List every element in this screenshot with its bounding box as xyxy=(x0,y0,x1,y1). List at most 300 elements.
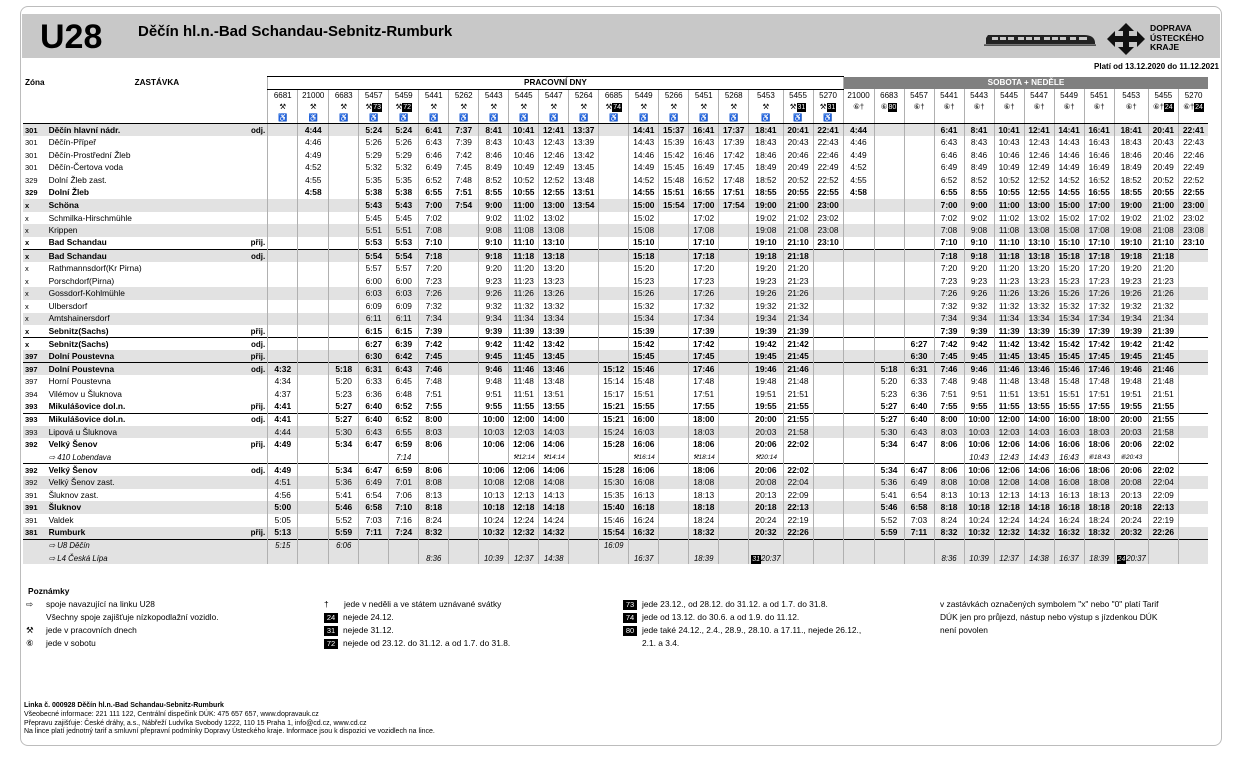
departure-time: 22:02 xyxy=(1148,464,1178,477)
departure-time: 12:13 xyxy=(994,489,1024,502)
wheelchair-icon xyxy=(1114,112,1148,124)
departure-time: 12:52 xyxy=(539,174,569,187)
arr-dep-marker xyxy=(249,451,268,464)
departure-time xyxy=(964,539,994,552)
departure-time: 11:55 xyxy=(509,401,539,414)
stop-row xyxy=(23,501,1208,514)
departure-time: 7:37 xyxy=(449,124,479,137)
departure-time xyxy=(479,539,509,552)
departure-time: 10:43 xyxy=(994,136,1024,149)
departure-time: 8:43 xyxy=(479,136,509,149)
departure-time: 13:51 xyxy=(539,388,569,401)
departure-time: 13:26 xyxy=(539,287,569,300)
departure-time: 7:46 xyxy=(934,363,964,376)
departure-time: 22:46 xyxy=(1178,149,1208,162)
arr-dep-marker: přij. xyxy=(249,350,268,363)
departure-time xyxy=(904,237,934,250)
departure-time: 13:48 xyxy=(539,375,569,388)
departure-time: 7:39 xyxy=(449,136,479,149)
departure-time: 8:46 xyxy=(964,149,994,162)
departure-time: 20:00 xyxy=(1114,413,1148,426)
departure-time: 21:55 xyxy=(783,413,813,426)
departure-time xyxy=(329,212,359,225)
departure-time xyxy=(843,262,874,275)
departure-time: 5:27 xyxy=(329,401,359,414)
departure-time: 7:03 xyxy=(359,514,389,527)
departure-time: 6:11 xyxy=(359,313,389,326)
departure-time xyxy=(1178,476,1208,489)
departure-time: 19:48 xyxy=(749,375,783,388)
departure-time: 15:10 xyxy=(629,237,659,250)
departure-time: 7:20 xyxy=(934,262,964,275)
departure-time: 9:32 xyxy=(479,300,509,313)
departure-time: 6:00 xyxy=(359,275,389,288)
departure-time: 6:47 xyxy=(359,464,389,477)
departure-time: 14:06 xyxy=(1024,438,1054,451)
day-restriction: ⑥† xyxy=(904,101,934,112)
departure-time xyxy=(599,237,629,250)
departure-time: 19:20 xyxy=(1114,262,1148,275)
departure-time: 20:55 xyxy=(1148,187,1178,200)
departure-time xyxy=(719,375,749,388)
departure-time: 12:41 xyxy=(539,124,569,137)
stop-name: Dolní Poustevna xyxy=(47,363,249,376)
day-restriction: ⑥† xyxy=(964,101,994,112)
departure-time xyxy=(329,451,359,464)
zone-code: 393 xyxy=(23,413,47,426)
departure-time: 5:32 xyxy=(389,161,419,174)
departure-time xyxy=(629,539,659,552)
arr-dep-marker: přij. xyxy=(250,238,266,248)
departure-time: 19:00 xyxy=(1114,199,1148,212)
departure-time: 10:39 xyxy=(479,552,509,565)
departure-time xyxy=(298,401,329,414)
departure-time xyxy=(449,313,479,326)
departure-time: 15:35 xyxy=(599,489,629,502)
departure-time: 12:08 xyxy=(994,476,1024,489)
departure-time: 4:49 xyxy=(298,149,329,162)
day-restriction: ⑥† xyxy=(934,101,964,112)
arr-dep-marker: přij. xyxy=(249,527,268,540)
departure-time: 6:31 xyxy=(904,363,934,376)
arr-dep-marker xyxy=(249,212,268,225)
departure-time: 12:24 xyxy=(994,514,1024,527)
departure-time: 7:18 xyxy=(419,250,449,263)
train-number: 5459 xyxy=(389,89,419,101)
departure-time xyxy=(298,413,329,426)
note-item: 74 jede od 13.12. do 30.6. a od 1.9. do 11.12. xyxy=(623,612,799,623)
arr-dep-marker xyxy=(249,514,268,527)
header-bar xyxy=(22,14,1220,58)
departure-time: 6:52 xyxy=(389,413,419,426)
departure-time xyxy=(719,552,749,565)
departure-time: 6:54 xyxy=(904,489,934,502)
departure-time: 12:06 xyxy=(509,464,539,477)
departure-time xyxy=(783,552,813,565)
train-number: 5457 xyxy=(359,89,389,101)
wheelchair-icon xyxy=(1178,112,1208,124)
departure-time: 9:26 xyxy=(479,287,509,300)
stop-name: Bad Schandau xyxy=(47,250,249,263)
departure-time: 6:33 xyxy=(904,375,934,388)
departure-time xyxy=(569,388,599,401)
stop-name: Mikulášovice dol.n. xyxy=(48,401,126,412)
departure-time: 16:03 xyxy=(1054,426,1084,439)
departure-time: 10:03 xyxy=(964,426,994,439)
departure-time: 6:40 xyxy=(904,413,934,426)
departure-time xyxy=(599,338,629,351)
train-number: 5266 xyxy=(659,89,689,101)
wheelchair-icon xyxy=(874,112,904,124)
train-number: 5443 xyxy=(964,89,994,101)
departure-time: 5:57 xyxy=(359,262,389,275)
departure-time xyxy=(1178,325,1208,338)
departure-time xyxy=(298,199,329,212)
departure-time: 13:18 xyxy=(1024,250,1054,263)
departure-time: 21:46 xyxy=(1148,363,1178,376)
departure-time: ⚒12:14 xyxy=(509,451,539,464)
departure-time: 9:42 xyxy=(964,338,994,351)
departure-time: 22:02 xyxy=(783,438,813,451)
departure-time: 21:32 xyxy=(1148,300,1178,313)
departure-time: 18:03 xyxy=(689,426,719,439)
note-badge: 74 xyxy=(623,613,637,623)
departure-time xyxy=(569,539,599,552)
departure-time: 5:51 xyxy=(389,224,419,237)
departure-time xyxy=(268,161,298,174)
departure-time xyxy=(843,212,874,225)
departure-time: 5:24 xyxy=(359,124,389,137)
departure-time xyxy=(329,174,359,187)
departure-time: 21:42 xyxy=(1148,338,1178,351)
departure-time xyxy=(599,350,629,363)
departure-time xyxy=(904,313,934,326)
departure-time xyxy=(268,451,298,464)
departure-time: 19:42 xyxy=(749,338,783,351)
departure-time: 13:51 xyxy=(569,187,599,200)
departure-time: 4:55 xyxy=(843,174,874,187)
validity-period: Platí od 13.12.2020 do 11.12.2021 xyxy=(1094,62,1219,71)
departure-time: 21:18 xyxy=(783,250,813,263)
departure-time: 9:18 xyxy=(479,250,509,263)
departure-time: 11:23 xyxy=(994,275,1024,288)
departure-time xyxy=(874,275,904,288)
departure-time xyxy=(813,489,843,502)
departure-time xyxy=(569,401,599,414)
departure-time: 18:18 xyxy=(1084,501,1114,514)
departure-time xyxy=(449,275,479,288)
departure-time xyxy=(268,250,298,263)
departure-time: 6:59 xyxy=(389,438,419,451)
arr-dep-marker xyxy=(249,501,268,514)
departure-time: 21:34 xyxy=(783,313,813,326)
departure-time: 4:56 xyxy=(268,489,298,502)
day-restriction: ⚒ xyxy=(719,101,749,112)
departure-time: 11:08 xyxy=(994,224,1024,237)
day-restriction: ⚒ xyxy=(689,101,719,112)
departure-time xyxy=(268,199,298,212)
departure-time: 15:42 xyxy=(659,149,689,162)
departure-time: 13:02 xyxy=(539,212,569,225)
departure-time: 6:43 xyxy=(389,363,419,376)
zone-code: 397 xyxy=(23,363,47,376)
departure-time: 18:39 xyxy=(689,552,719,565)
departure-time: 12:46 xyxy=(1024,149,1054,162)
departure-time: 5:59 xyxy=(329,527,359,540)
departure-time: 7:03 xyxy=(904,514,934,527)
departure-time xyxy=(569,363,599,376)
departure-time: 21:32 xyxy=(783,300,813,313)
departure-time: 5:26 xyxy=(359,136,389,149)
departure-time: 16:46 xyxy=(689,149,719,162)
stop-row xyxy=(23,313,1208,326)
logo-text: DOPRAVA ÚSTECKÉHO KRAJE xyxy=(1150,23,1204,52)
departure-time: 6:33 xyxy=(359,375,389,388)
departure-time: 5:38 xyxy=(389,187,419,200)
departure-time: 7:00 xyxy=(934,199,964,212)
departure-time xyxy=(268,262,298,275)
departure-time: 6:09 xyxy=(359,300,389,313)
departure-time: 12:32 xyxy=(509,527,539,540)
departure-time: 15:30 xyxy=(599,476,629,489)
zone-code: x xyxy=(25,213,29,223)
departure-time xyxy=(719,401,749,414)
departure-time: 22:09 xyxy=(1148,489,1178,502)
departure-time: 9:45 xyxy=(964,350,994,363)
departure-time: 9:46 xyxy=(964,363,994,376)
wheelchair-icon xyxy=(1054,112,1084,124)
departure-time: 7:16 xyxy=(389,514,419,527)
departure-time xyxy=(719,250,749,263)
departure-time xyxy=(749,539,783,552)
departure-time xyxy=(569,262,599,275)
zone-code: 392 xyxy=(23,476,47,489)
departure-time: 21:23 xyxy=(1148,275,1178,288)
departure-time xyxy=(1178,313,1208,326)
departure-time: 14:32 xyxy=(539,527,569,540)
departure-time: 7:08 xyxy=(419,224,449,237)
stop-row xyxy=(23,338,1208,351)
stop-name: Velký Šenov xyxy=(47,464,249,477)
departure-time xyxy=(449,489,479,502)
departure-time xyxy=(359,552,389,565)
departure-time: 8:55 xyxy=(479,187,509,200)
arr-dep-marker xyxy=(249,224,268,237)
train-number: 6683 xyxy=(329,89,359,101)
departure-time: 13:54 xyxy=(569,199,599,212)
departure-time: 9:00 xyxy=(479,199,509,212)
departure-time xyxy=(719,350,749,363)
departure-time: 21:48 xyxy=(1148,375,1178,388)
departure-time: 17:45 xyxy=(689,350,719,363)
stop-name: Velký Šenov xyxy=(48,439,98,450)
departure-time xyxy=(719,212,749,225)
departure-time: 4:49 xyxy=(843,149,874,162)
departure-time xyxy=(268,338,298,351)
departure-time xyxy=(659,224,689,237)
departure-time: 5:41 xyxy=(874,489,904,502)
stop-name: Vilémov u Šluknova xyxy=(48,388,122,399)
departure-time: 20:46 xyxy=(783,149,813,162)
note-badge: 24 xyxy=(324,613,338,623)
departure-time: 5:32 xyxy=(359,161,389,174)
departure-time: 9:46 xyxy=(479,363,509,376)
departure-time xyxy=(843,338,874,351)
note-item: Všechny spoje zajišťuje nízkopodlažní vozidlo. xyxy=(46,612,219,622)
day-restriction: ⚒ xyxy=(449,101,479,112)
departure-time: 5:26 xyxy=(389,136,419,149)
departure-time: 11:26 xyxy=(509,287,539,300)
departure-time: 7:02 xyxy=(934,212,964,225)
departure-time xyxy=(449,476,479,489)
zone-code: x xyxy=(25,263,29,273)
departure-time: 17:46 xyxy=(689,363,719,376)
departure-time: 12:08 xyxy=(509,476,539,489)
departure-time: 20:06 xyxy=(749,438,783,451)
zone-code: x xyxy=(25,326,30,336)
departure-time xyxy=(1024,539,1054,552)
departure-time: 20:43 xyxy=(783,136,813,149)
stop-row xyxy=(23,161,1208,174)
departure-time: 16:13 xyxy=(629,489,659,502)
departure-time xyxy=(994,539,1024,552)
stop-name: Krippen xyxy=(47,224,249,237)
departure-time: 14:13 xyxy=(539,489,569,502)
departure-time xyxy=(874,187,904,200)
departure-time: 11:08 xyxy=(509,224,539,237)
departure-time: 18:03 xyxy=(1084,426,1114,439)
departure-time: 6:36 xyxy=(904,388,934,401)
departure-time: 19:32 xyxy=(1114,300,1148,313)
arr-dep-marker xyxy=(249,300,268,313)
departure-time xyxy=(813,527,843,540)
departure-time xyxy=(298,514,329,527)
departure-time xyxy=(599,300,629,313)
departure-time: 18:32 xyxy=(689,527,719,540)
departure-time xyxy=(843,489,874,502)
departure-time: 16:08 xyxy=(1054,476,1084,489)
departure-time: 8:55 xyxy=(964,187,994,200)
departure-time: 9:18 xyxy=(964,250,994,263)
zone-header: Zóna xyxy=(25,78,45,88)
departure-time: 19:20 xyxy=(749,262,783,275)
departure-time: 15:20 xyxy=(629,262,659,275)
departure-time: 22:13 xyxy=(1148,501,1178,514)
departure-time: 5:27 xyxy=(329,413,359,426)
departure-time xyxy=(449,237,479,250)
departure-time xyxy=(843,527,874,540)
departure-time: 14:43 xyxy=(1054,136,1084,149)
departure-time xyxy=(843,300,874,313)
departure-time xyxy=(843,539,874,552)
departure-time: 22:19 xyxy=(1148,514,1178,527)
stop-row xyxy=(23,476,1208,489)
departure-time: 6:49 xyxy=(934,161,964,174)
departure-time: 22:09 xyxy=(783,489,813,502)
departure-time: 11:51 xyxy=(509,388,539,401)
departure-time xyxy=(298,212,329,225)
departure-time: 17:32 xyxy=(1084,300,1114,313)
departure-time xyxy=(569,514,599,527)
departure-time: 20:06 xyxy=(1114,438,1148,451)
day-restriction: ⚒ xyxy=(268,101,298,112)
departure-time: 17:42 xyxy=(1084,338,1114,351)
departure-time xyxy=(298,552,329,565)
departure-time: 7:48 xyxy=(934,375,964,388)
departure-time: ⚒18:14 xyxy=(689,451,719,464)
departure-time xyxy=(813,451,843,464)
departure-time: 16:13 xyxy=(1054,489,1084,502)
departure-time xyxy=(904,124,934,137)
departure-time: 6:27 xyxy=(359,338,389,351)
departure-time: 10:06 xyxy=(479,438,509,451)
departure-time xyxy=(659,552,689,565)
departure-time xyxy=(268,237,298,250)
departure-time: 18:49 xyxy=(1114,161,1148,174)
departure-time xyxy=(659,476,689,489)
departure-time: 8:03 xyxy=(934,426,964,439)
departure-time xyxy=(659,438,689,451)
departure-time: 7:00 xyxy=(419,199,449,212)
departure-time xyxy=(1178,539,1208,552)
departure-time: 15:46 xyxy=(629,363,659,376)
stop-row xyxy=(23,124,1208,137)
departure-time xyxy=(659,363,689,376)
departure-time: 16:41 xyxy=(689,124,719,137)
departure-time: ⚒14:14 xyxy=(539,451,569,464)
departure-time: 21:46 xyxy=(783,363,813,376)
departure-time: 10:55 xyxy=(994,187,1024,200)
departure-time: 23:08 xyxy=(813,224,843,237)
departure-time: 5:46 xyxy=(874,501,904,514)
departure-time xyxy=(843,350,874,363)
stop-name: Šluknov zast. xyxy=(48,489,99,500)
departure-time: 4:58 xyxy=(298,187,329,200)
departure-time: 18:24 xyxy=(689,514,719,527)
departure-time: 5:23 xyxy=(874,388,904,401)
train-number: 5451 xyxy=(689,89,719,101)
departure-time xyxy=(449,539,479,552)
departure-time: 6:15 xyxy=(359,325,389,338)
departure-time xyxy=(329,187,359,200)
departure-time: 5:34 xyxy=(874,464,904,477)
departure-time: 15:14 xyxy=(599,375,629,388)
departure-time xyxy=(934,451,964,464)
arr-dep-marker xyxy=(249,287,268,300)
departure-time: 12:46 xyxy=(539,149,569,162)
departure-time: 11:20 xyxy=(994,262,1024,275)
departure-time: 9:51 xyxy=(964,388,994,401)
departure-time: 13:34 xyxy=(1024,313,1054,326)
stop-row xyxy=(23,451,1208,464)
stop-row xyxy=(23,212,1208,225)
departure-time: 10:24 xyxy=(964,514,994,527)
departure-time: 5:00 xyxy=(268,501,298,514)
departure-time xyxy=(719,237,749,250)
departure-time xyxy=(449,552,479,565)
departure-time: 15:39 xyxy=(629,325,659,338)
departure-time: 20:24 xyxy=(1114,514,1148,527)
train-icon xyxy=(984,32,1096,46)
departure-time: 16:49 xyxy=(1084,161,1114,174)
departure-time xyxy=(719,413,749,426)
departure-time: 18:46 xyxy=(1114,149,1148,162)
arr-dep-marker xyxy=(249,174,268,187)
note-badge: 24 xyxy=(1117,555,1126,563)
departure-time xyxy=(599,552,629,565)
departure-time: 15:39 xyxy=(659,136,689,149)
departure-time: 14:55 xyxy=(1054,187,1084,200)
